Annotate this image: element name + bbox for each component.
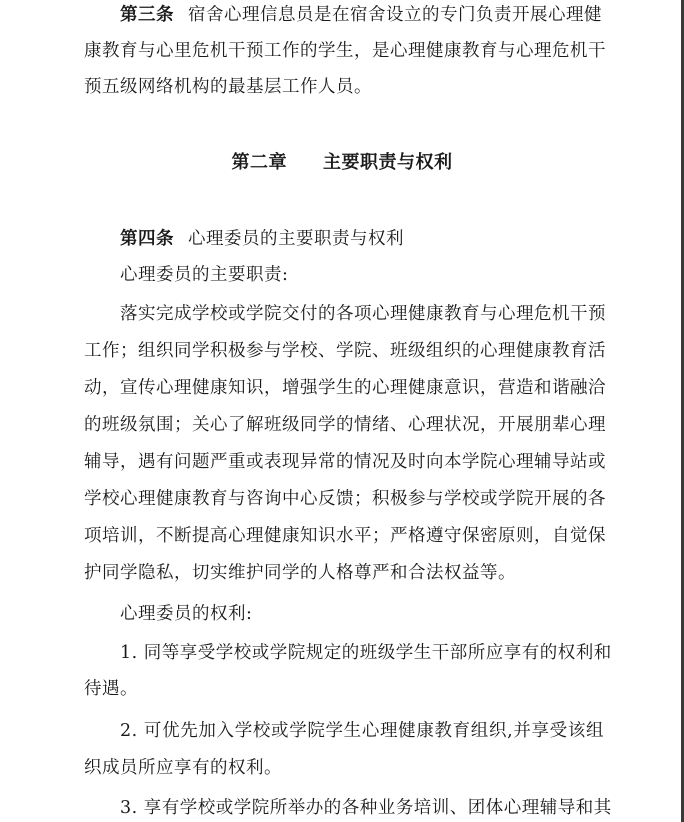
duties-line-7: 项培训，不断提高心理健康知识水平；严格遵守保密原则，自觉保 [84,526,606,546]
duties-line-8: 护同学隐私，切实维护同学的人格尊严和合法权益等。 [84,563,516,583]
chapter-title: 主要职责与权利 [323,152,453,173]
article3-line-2: 康教育与心里危机干预工作的学生，是心理健康教育与心理危机干 [84,41,606,61]
article4-heading-line [120,227,404,251]
article4-title: 心理委员的主要职责与权利 [188,229,404,249]
duties-label: 心理委员的主要职责: [120,265,289,285]
duties-line-1: 落实完成学校或学院交付的各项心理健康教育与心理危机干预 [120,304,606,324]
duties-line-2: 工作；组织同学积极参与学校、学院、班级组织的心理健康教育活 [84,341,606,361]
article3-line-3: 预五级网络机构的最基层工作人员。 [84,77,372,97]
right-2-line-1: 2. 可优先加入学校或学院学生心理健康教育组织,并享受该组 [120,721,604,741]
article3-line-1 [120,3,602,27]
chapter-number: 第二章 [231,152,287,173]
right-3-line-1: 3. 享有学校或学院所举办的各种业务培训、团体心理辅导和其 [120,798,612,818]
article4-heading: 第四条 [120,229,174,249]
right-1-line-1: 1. 同等享受学校或学院规定的班级学生干部所应享有的权利和 [120,643,612,663]
duties-line-5: 辅导，遇有问题严重或表现异常的情况及时向本学院心理辅导站或 [84,452,606,472]
article3-heading: 第三条 [120,5,174,25]
rights-label: 心理委员的权利: [120,604,253,624]
duties-line-4: 的班级氛围；关心了解班级同学的情绪、心理状况，开展朋辈心理 [84,415,606,435]
duties-line-6: 学校心理健康教育与咨询中心反馈；积极参与学校或学院开展的各 [84,489,606,509]
duties-line-3: 动，宣传心理健康知识，增强学生的心理健康意识，营造和谐融洽 [84,378,606,398]
article3-text-1: 宿舍心理信息员是在宿舍设立的专门负责开展心理健 [188,5,602,25]
right-1-line-2: 待遇。 [84,679,138,699]
chapter-heading [0,151,684,175]
right-2-line-2: 织成员所应享有的权利。 [84,758,282,778]
